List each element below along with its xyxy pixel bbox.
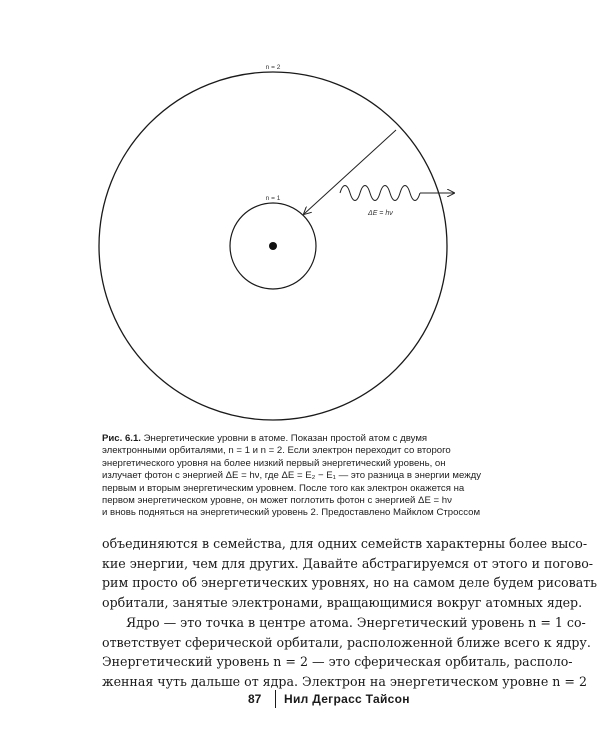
caption-line: электронными орбиталями, n = 1 и n = 2. Если электрон переходит со второго	[102, 445, 451, 457]
caption-line: первом энергетическом уровне, он может поглотить фотон с энергией ΔE = hν	[102, 495, 452, 507]
body-paragraphs	[102, 534, 598, 692]
label-n1: n = 1	[265, 195, 281, 202]
caption-line	[102, 433, 502, 445]
caption-line: и вновь подняться на энергетический уровень 2. Предоставлено Майклом Строссом	[102, 507, 481, 519]
page-number: 87	[248, 692, 262, 706]
caption-line: первым и вторым энергетическим уровнем. После того как электрон окажется на	[102, 482, 465, 494]
running-title: Нил Деграсс Тайсон	[284, 692, 410, 706]
nucleus-dot-icon	[269, 242, 277, 250]
body-line: Энергетический уровень n = 2 — это сферическая орбиталь, располо-	[102, 654, 573, 670]
footer-divider	[275, 690, 276, 708]
caption-label: Рис. 6.1.	[102, 433, 141, 444]
figure-caption	[102, 433, 502, 520]
label-n2: n = 2	[265, 64, 281, 71]
caption-line: энергетического уровня на более низкий первый энергетический уровень, он	[102, 457, 446, 469]
photon-wave-icon	[340, 186, 420, 201]
transition-arrow-icon	[304, 130, 396, 214]
page-footer	[0, 690, 600, 710]
body-line: рим просто об энергетических уровнях, но на самом деле будем рисовать	[102, 575, 598, 591]
body-line: ответствует сферической орбитали, расположенной ближе всего к ядру.	[102, 634, 591, 650]
caption-line-text: Энергетические уровни в атоме. Показан простой атом с двумя	[143, 433, 428, 444]
body-line: женная чуть дальше от ядра. Электрон на энергетическом уровне n = 2	[102, 673, 587, 689]
photon-energy-label: ΔE = hν	[368, 210, 393, 217]
body-line: орбитали, занятые электронами, вращающимися вокруг атомных ядер.	[102, 595, 583, 611]
caption-line: излучает фотон с энергией ΔE = hν, где ΔE = E₂ − E₁ — это разница в энергии между	[102, 470, 482, 482]
body-line: объединяются в семейства, для одних семейств характерны более высо-	[102, 536, 588, 551]
body-line: Ядро — это точка в центре атома. Энергетический уровень n = 1 со-	[126, 614, 586, 630]
body-line: кие энергии, чем для других. Давайте абстрагируемся от этого и погово-	[102, 555, 594, 571]
